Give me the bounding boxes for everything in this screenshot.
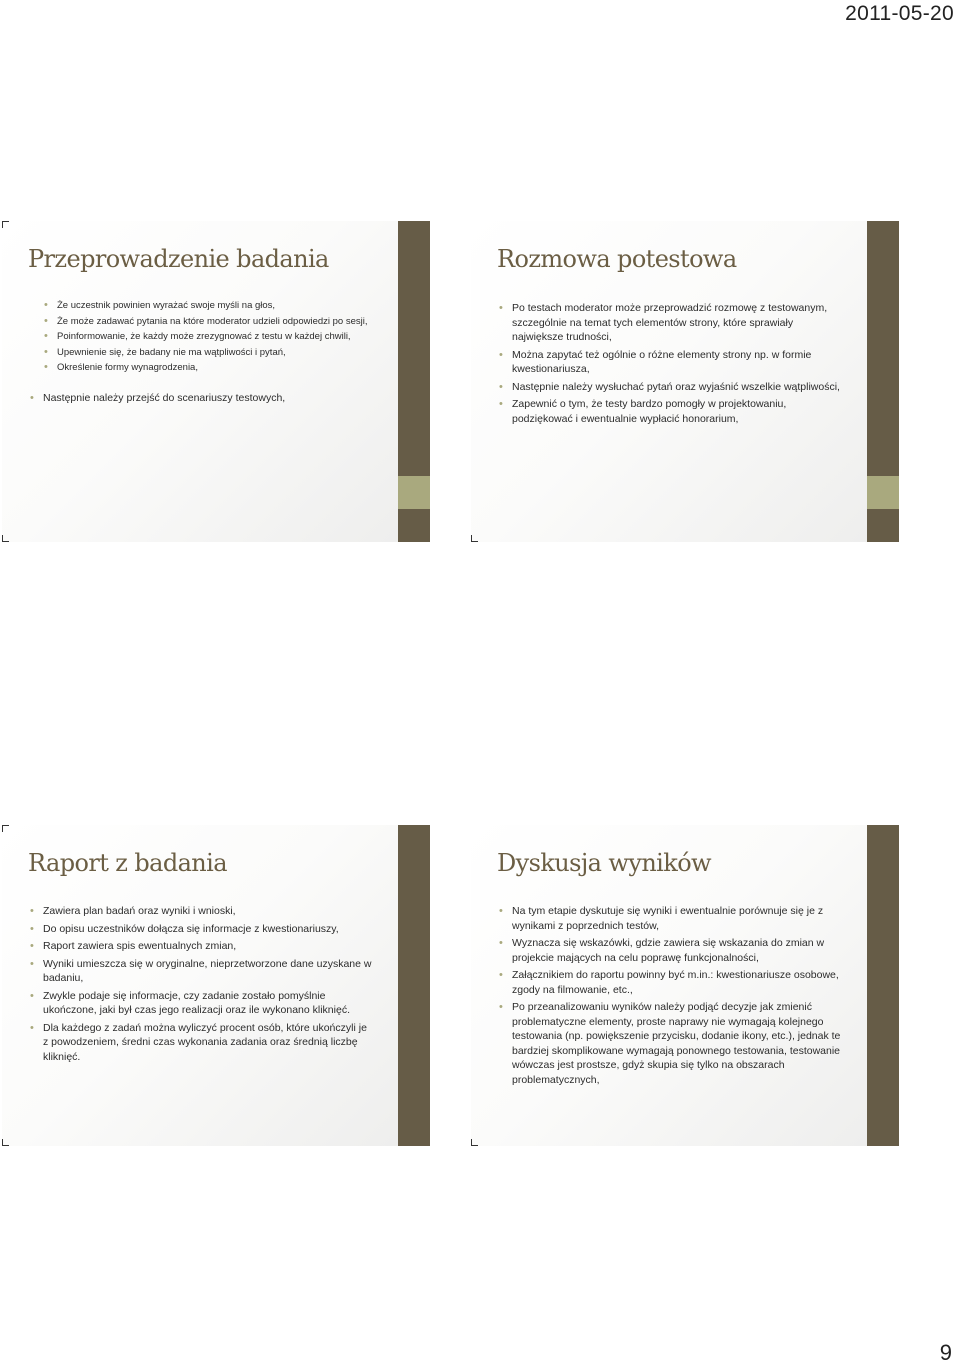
page-number: 9 bbox=[939, 1340, 952, 1365]
bullet-item: • Do opisu uczestników dołącza się informacje z kwestionariuszy, bbox=[30, 922, 375, 937]
slide-corner-mark bbox=[2, 825, 9, 832]
bullet-item: • Upewnienie się, że badany nie ma wątpliwości i pytań, bbox=[44, 346, 375, 360]
bullet-item: • Wyniki umieszcza się w oryginalne, nieprzetworzone dane uzyskane w badaniu, bbox=[30, 957, 375, 986]
slide-corner-mark bbox=[471, 535, 478, 542]
bullet-item: • Zawiera plan badań oraz wyniki i wnioski, bbox=[30, 904, 375, 919]
bullet-item: • Poinformowanie, że każdy może zrezygnować z testu w każdej chwili, bbox=[44, 330, 375, 344]
slide-corner-mark bbox=[471, 1139, 478, 1146]
slide-side-bar bbox=[867, 221, 899, 542]
slide-title: Raport z badania bbox=[28, 849, 227, 877]
slide-side-bar bbox=[398, 825, 430, 1146]
bullet-item: • Po testach moderator może przeprowadzić rozmowę z testowanym, szczególnie na temat tych elementów strony, które sprawiały największe trudności, bbox=[499, 301, 844, 345]
bullet-list bbox=[499, 301, 844, 429]
bullet-item: • Następnie należy wysłuchać pytań oraz wyjaśnić wszelkie wątpliwości, bbox=[499, 380, 844, 395]
bullet-item: • Wyznacza się wskazówki, gdzie zawiera się wskazania do zmian w projekcie mających na celu poprawę funkcjonalności, bbox=[499, 936, 844, 965]
bullet-list bbox=[30, 904, 375, 1067]
bullet-item: • Po przeanalizowaniu wyników należy podjąć decyzje jak zmienić problematyczne elementy, proste naprawy nie wymagają kolejnego testowania (np. powiększenie przycisku, dodanie ikony, etc.), jednak te bardziej skomplikowane wymagają ponownego testowania, testowanie wówczas jest prostsze, gdyż skupia się tylko na obszarach problematycznych, bbox=[499, 1000, 844, 1087]
bullet-item: • Dla każdego z zadań można wyliczyć procent osób, które ukończyli je z powodzeniem, średni czas wykonania zadania oraz średnią liczbę kliknięć. bbox=[30, 1021, 375, 1065]
bullet-item: • Zwykle podaje się informacje, czy zadanie zostało pomyślnie ukończone, jaki był czas jego realizacji oraz ile wykonano kliknięć. bbox=[30, 989, 375, 1018]
slide-title: Przeprowadzenie badania bbox=[28, 245, 329, 273]
slide-przeprowadzenie-badania bbox=[2, 221, 430, 542]
slide-raport-z-badania bbox=[2, 825, 430, 1146]
bullet-item: • Raport zawiera spis ewentualnych zmian, bbox=[30, 939, 375, 954]
bullet-item: • Określenie formy wynagrodzenia, bbox=[44, 361, 375, 375]
side-bar-accent bbox=[398, 476, 430, 509]
slide-corner-mark bbox=[2, 535, 9, 542]
bullet-item: • Że uczestnik powinien wyrażać swoje myśli na głos, bbox=[44, 299, 375, 313]
slide-side-bar bbox=[867, 825, 899, 1146]
side-bar-accent bbox=[867, 476, 899, 509]
page-date: 2011-05-20 bbox=[845, 2, 954, 25]
slide-title: Dyskusja wyników bbox=[497, 849, 711, 877]
slide-rozmowa-potestowa bbox=[471, 221, 899, 542]
bullet-item: • Że może zadawać pytania na które moderator udzieli odpowiedzi po sesji, bbox=[44, 315, 375, 329]
bullet-item: • Następnie należy przejść do scenariuszy testowych, bbox=[30, 391, 375, 406]
slide-title: Rozmowa potestowa bbox=[497, 245, 737, 273]
bullet-item: • Załącznikiem do raportu powinny być m.in.: kwestionariusze osobowe, zgody na filmowanie, etc., bbox=[499, 968, 844, 997]
bullet-item: • Można zapytać też ogólnie o różne elementy strony np. w formie kwestionariusza, bbox=[499, 348, 844, 377]
slide-corner-mark bbox=[2, 221, 9, 228]
bullet-list bbox=[30, 299, 375, 408]
slide-dyskusja-wynikow bbox=[471, 825, 899, 1146]
bullet-item: • Zapewnić o tym, że testy bardzo pomogły w projektowaniu, podziękować i ewentualnie wypłacić honorarium, bbox=[499, 397, 844, 426]
bullet-item: • Na tym etapie dyskutuje się wyniki i ewentualnie porównuje się je z wynikami z poprzednich testów, bbox=[499, 904, 844, 933]
slide-corner-mark bbox=[2, 1139, 9, 1146]
slide-side-bar bbox=[398, 221, 430, 542]
bullet-list bbox=[499, 904, 844, 1090]
